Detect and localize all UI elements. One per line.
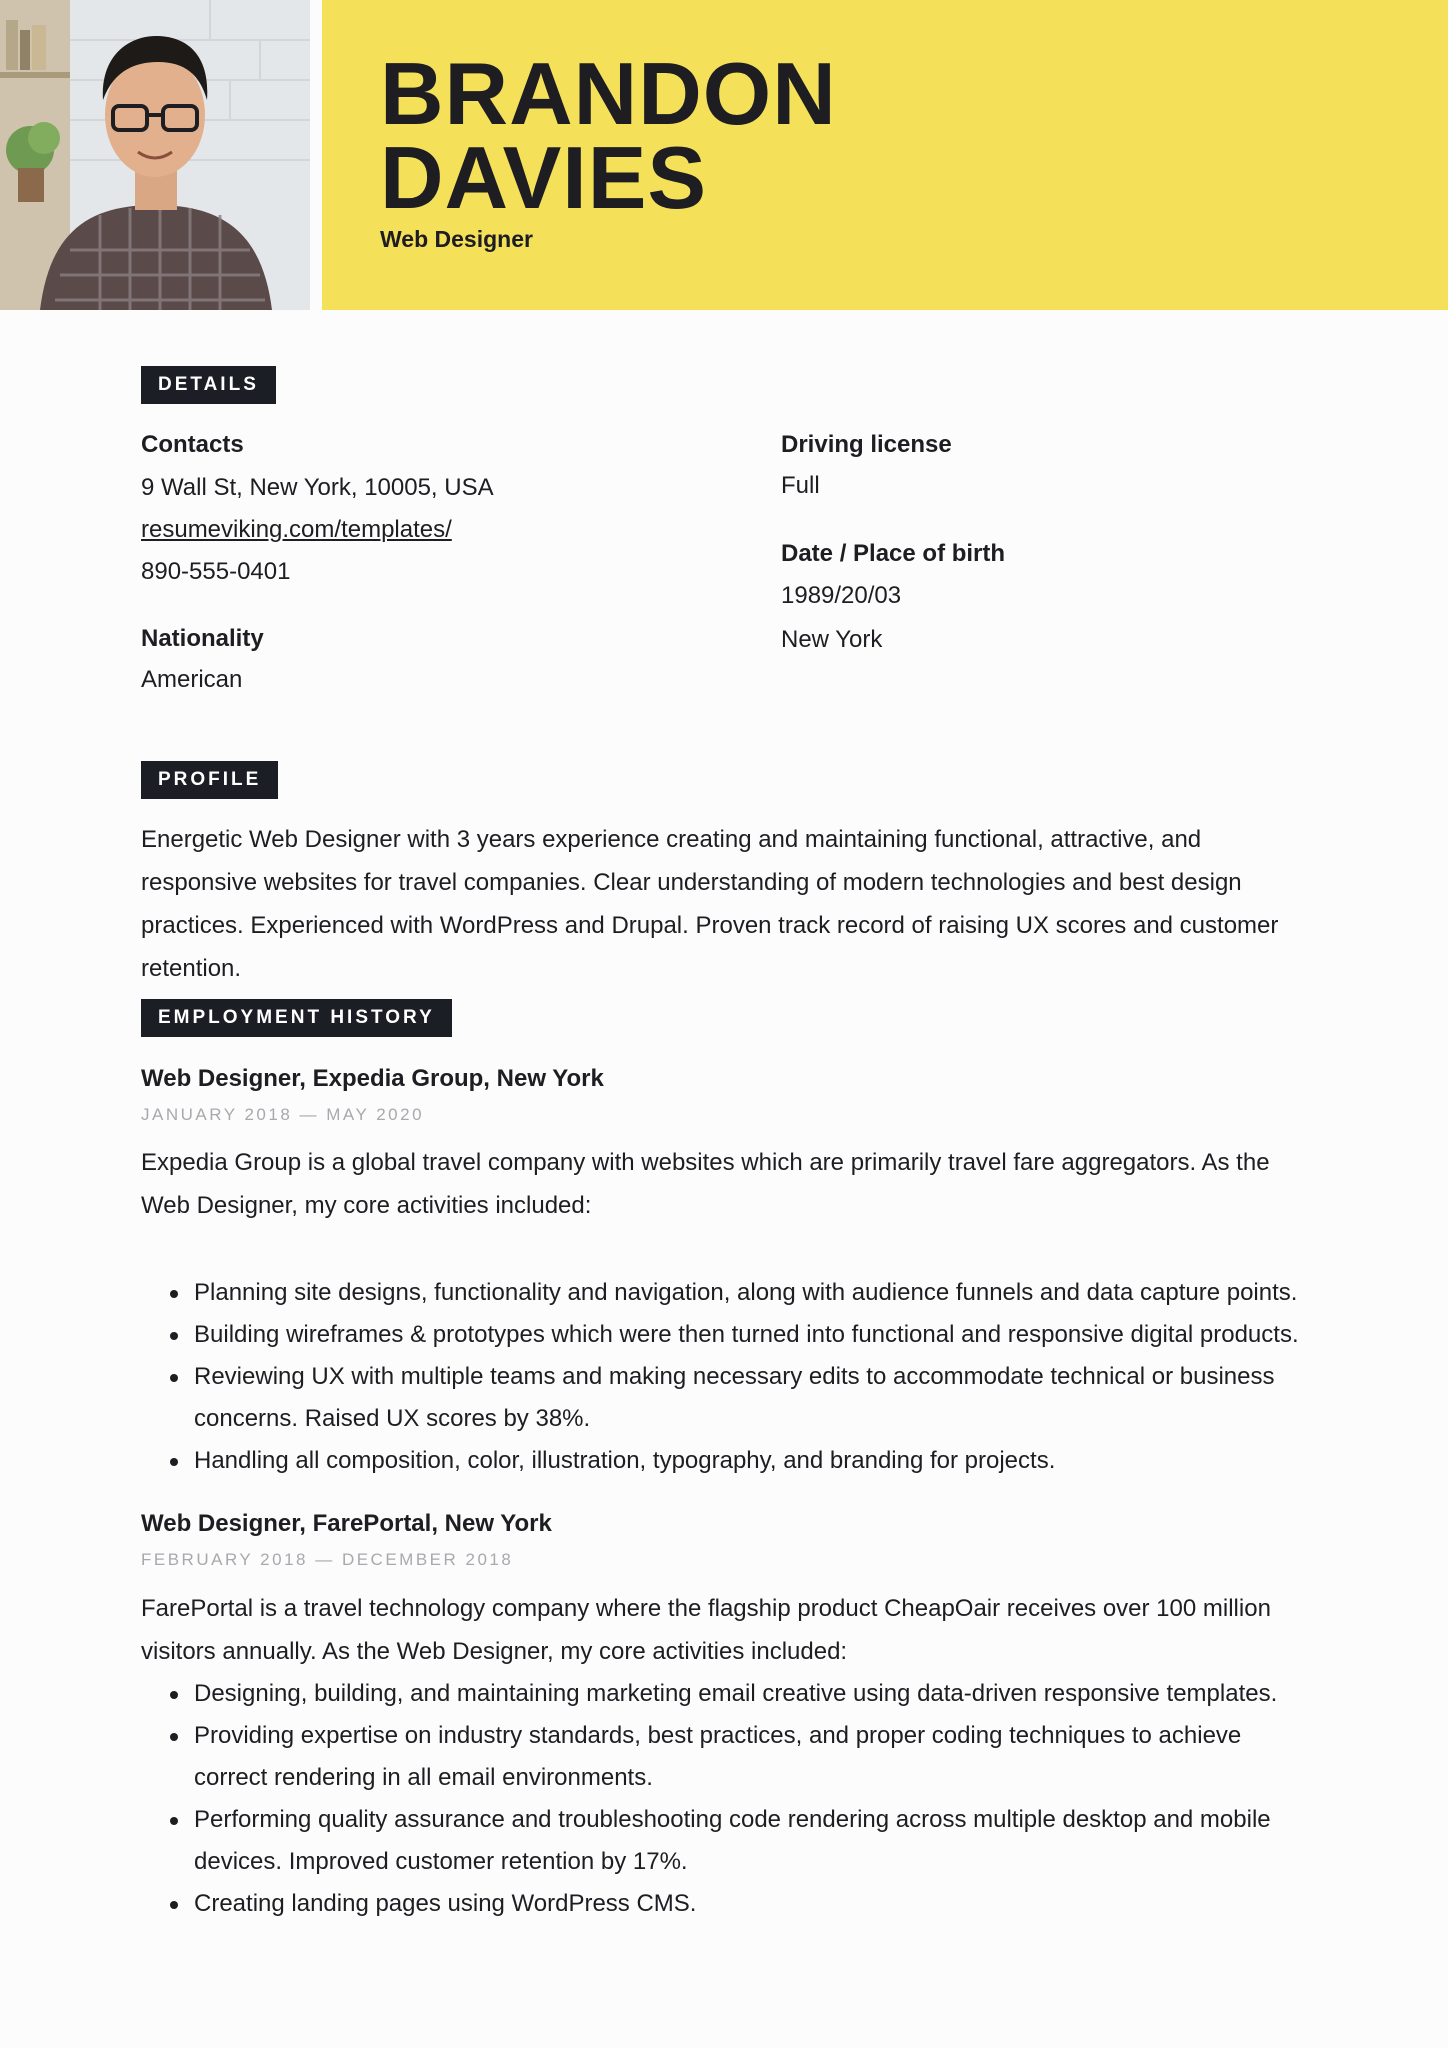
last-name: DAVIES [380,128,708,227]
job-title-1: Web Designer, Expedia Group, New York [141,1065,604,1092]
birth-date: 1989/20/03 [781,582,902,609]
list-item: Planning site designs, functionality and navigation, along with audience funnels and data capture points. [194,1272,1321,1314]
profile-photo [0,0,310,310]
job-title: Web Designer [380,226,533,252]
job-title-2: Web Designer, FarePortal, New York [141,1510,552,1537]
first-name: BRANDON [380,44,837,143]
job-bullets-1 [141,1272,1321,1482]
website-link[interactable]: resumeviking.com/templates/ [141,516,452,543]
nationality-heading: Nationality [141,625,264,652]
list-item: Performing quality assurance and troubleshooting code rendering across multiple desktop and mobile devices. Improved customer retention by 17%. [194,1799,1321,1883]
list-item: Handling all composition, color, illustration, typography, and branding for projects. [194,1440,1321,1482]
list-item: Creating landing pages using WordPress CMS. [194,1883,1321,1925]
job-dates-1: JANUARY 2018 — MAY 2020 [141,1105,425,1124]
list-item: Providing expertise on industry standards, best practices, and proper coding techniques to achieve correct rendering in all email environments. [194,1715,1321,1799]
list-item: Building wireframes & prototypes which were then turned into functional and responsive digital products. [194,1314,1321,1356]
birth-heading: Date / Place of birth [781,540,1006,567]
birth-place: New York [781,626,883,653]
job-description-1: Expedia Group is a global travel company with websites which are primarily travel fare aggregators. As the Web Designer, my core activities included: [141,1149,1270,1219]
license-heading: Driving license [781,431,952,458]
employment-label: EMPLOYMENT HISTORY [141,999,452,1037]
job-dates-2: FEBRUARY 2018 — DECEMBER 2018 [141,1550,514,1569]
profile-label: PROFILE [141,761,278,799]
license: Full [781,472,820,499]
profile-text: Energetic Web Designer with 3 years experience creating and maintaining functional, attractive, and responsive websites for travel companies. Clear understanding of modern technologies and best design practices. Experienced with WordPress and Drupal. Proven track record of raising UX scores and customer retention. [141,826,1279,982]
details-label: DETAILS [141,366,276,404]
list-item: Designing, building, and maintaining marketing email creative using data-driven responsive templates. [194,1673,1321,1715]
job-description-2: FarePortal is a travel technology company where the flagship product CheapOair receives over 100 million visitors annually. As the Web Designer, my core activities included: [141,1595,1271,1665]
contacts-heading: Contacts [141,431,244,458]
job-bullets-2 [141,1673,1321,1925]
candidate-name [380,44,837,227]
nationality: American [141,666,243,693]
address: 9 Wall St, New York, 10005, USA [141,474,494,501]
phone: 890-555-0401 [141,558,291,585]
list-item: Reviewing UX with multiple teams and making necessary edits to accommodate technical or business concerns. Raised UX scores by 38%. [194,1356,1321,1440]
